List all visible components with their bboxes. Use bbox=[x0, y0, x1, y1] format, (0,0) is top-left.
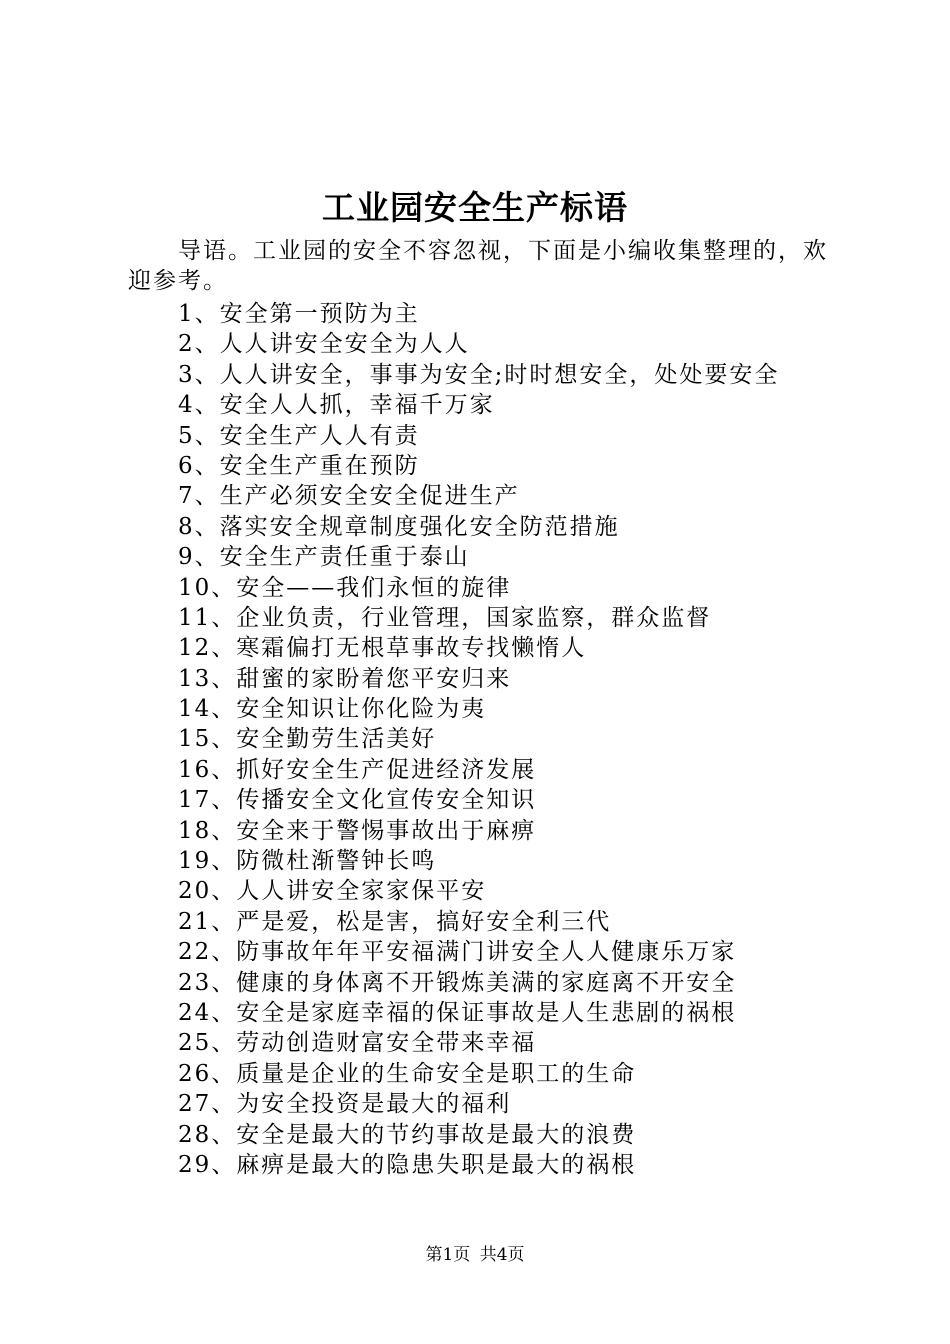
list-item: 21、严是爱，松是害，搞好安全利三代 bbox=[178, 908, 612, 935]
list-item: 22、防事故年年平安福满门讲安全人人健康乐万家 bbox=[178, 939, 737, 966]
list-item: 3、人人讲安全，事事为安全;时时想安全，处处要安全 bbox=[178, 361, 780, 388]
list-item: 12、寒霜偏打无根草事故专找懒惰人 bbox=[178, 635, 587, 662]
list-item: 19、防微杜渐警钟长鸣 bbox=[178, 848, 437, 875]
list-item: 7、生产必须安全安全促进生产 bbox=[178, 483, 520, 510]
document-title: 工业园安全生产标语 bbox=[322, 188, 628, 227]
list-item: 14、安全知识让你化险为夷 bbox=[178, 696, 487, 723]
list-item: 8、落实安全规章制度强化安全防范措施 bbox=[178, 513, 620, 540]
list-item: 29、麻痹是最大的隐患失职是最大的祸根 bbox=[178, 1151, 637, 1178]
list-item: 2、人人讲安全安全为人人 bbox=[178, 331, 470, 358]
list-item: 20、人人讲安全家家保平安 bbox=[178, 878, 487, 905]
list-item: 24、安全是家庭幸福的保证事故是人生悲剧的祸根 bbox=[178, 999, 737, 1026]
page-footer: 第1页 共4页 bbox=[425, 1245, 525, 1265]
list-item: 13、甜蜜的家盼着您平安归来 bbox=[178, 665, 512, 692]
list-item: 5、安全生产人人有责 bbox=[178, 422, 420, 449]
list-item: 23、健康的身体离不开锻炼美满的家庭离不开安全 bbox=[178, 969, 737, 996]
list-item: 26、质量是企业的生命安全是职工的生命 bbox=[178, 1060, 637, 1087]
list-item: 16、抓好安全生产促进经济发展 bbox=[178, 756, 537, 783]
list-item: 25、劳动创造财富安全带来幸福 bbox=[178, 1030, 537, 1057]
list-item: 15、安全勤劳生活美好 bbox=[178, 726, 437, 753]
list-item: 6、安全生产重在预防 bbox=[178, 452, 420, 479]
list-item: 27、为安全投资是最大的福利 bbox=[178, 1091, 512, 1118]
list-item: 28、安全是最大的节约事故是最大的浪费 bbox=[178, 1121, 637, 1148]
list-item: 9、安全生产责任重于泰山 bbox=[178, 544, 470, 571]
list-item: 11、企业负责，行业管理，国家监察，群众监督 bbox=[178, 604, 712, 631]
list-item: 4、安全人人抓，幸福千万家 bbox=[178, 392, 495, 419]
list-item: 10、安全——我们永恒的旋律 bbox=[178, 574, 512, 601]
slogan-list bbox=[178, 299, 858, 1180]
document-intro: 导语。工业园的安全不容忽视，下面是小编收集整理的，欢迎参考。 bbox=[128, 238, 828, 294]
list-item: 17、传播安全文化宣传安全知识 bbox=[178, 787, 537, 814]
list-item: 18、安全来于警惕事故出于麻痹 bbox=[178, 817, 537, 844]
list-item: 1、安全第一预防为主 bbox=[178, 301, 420, 327]
